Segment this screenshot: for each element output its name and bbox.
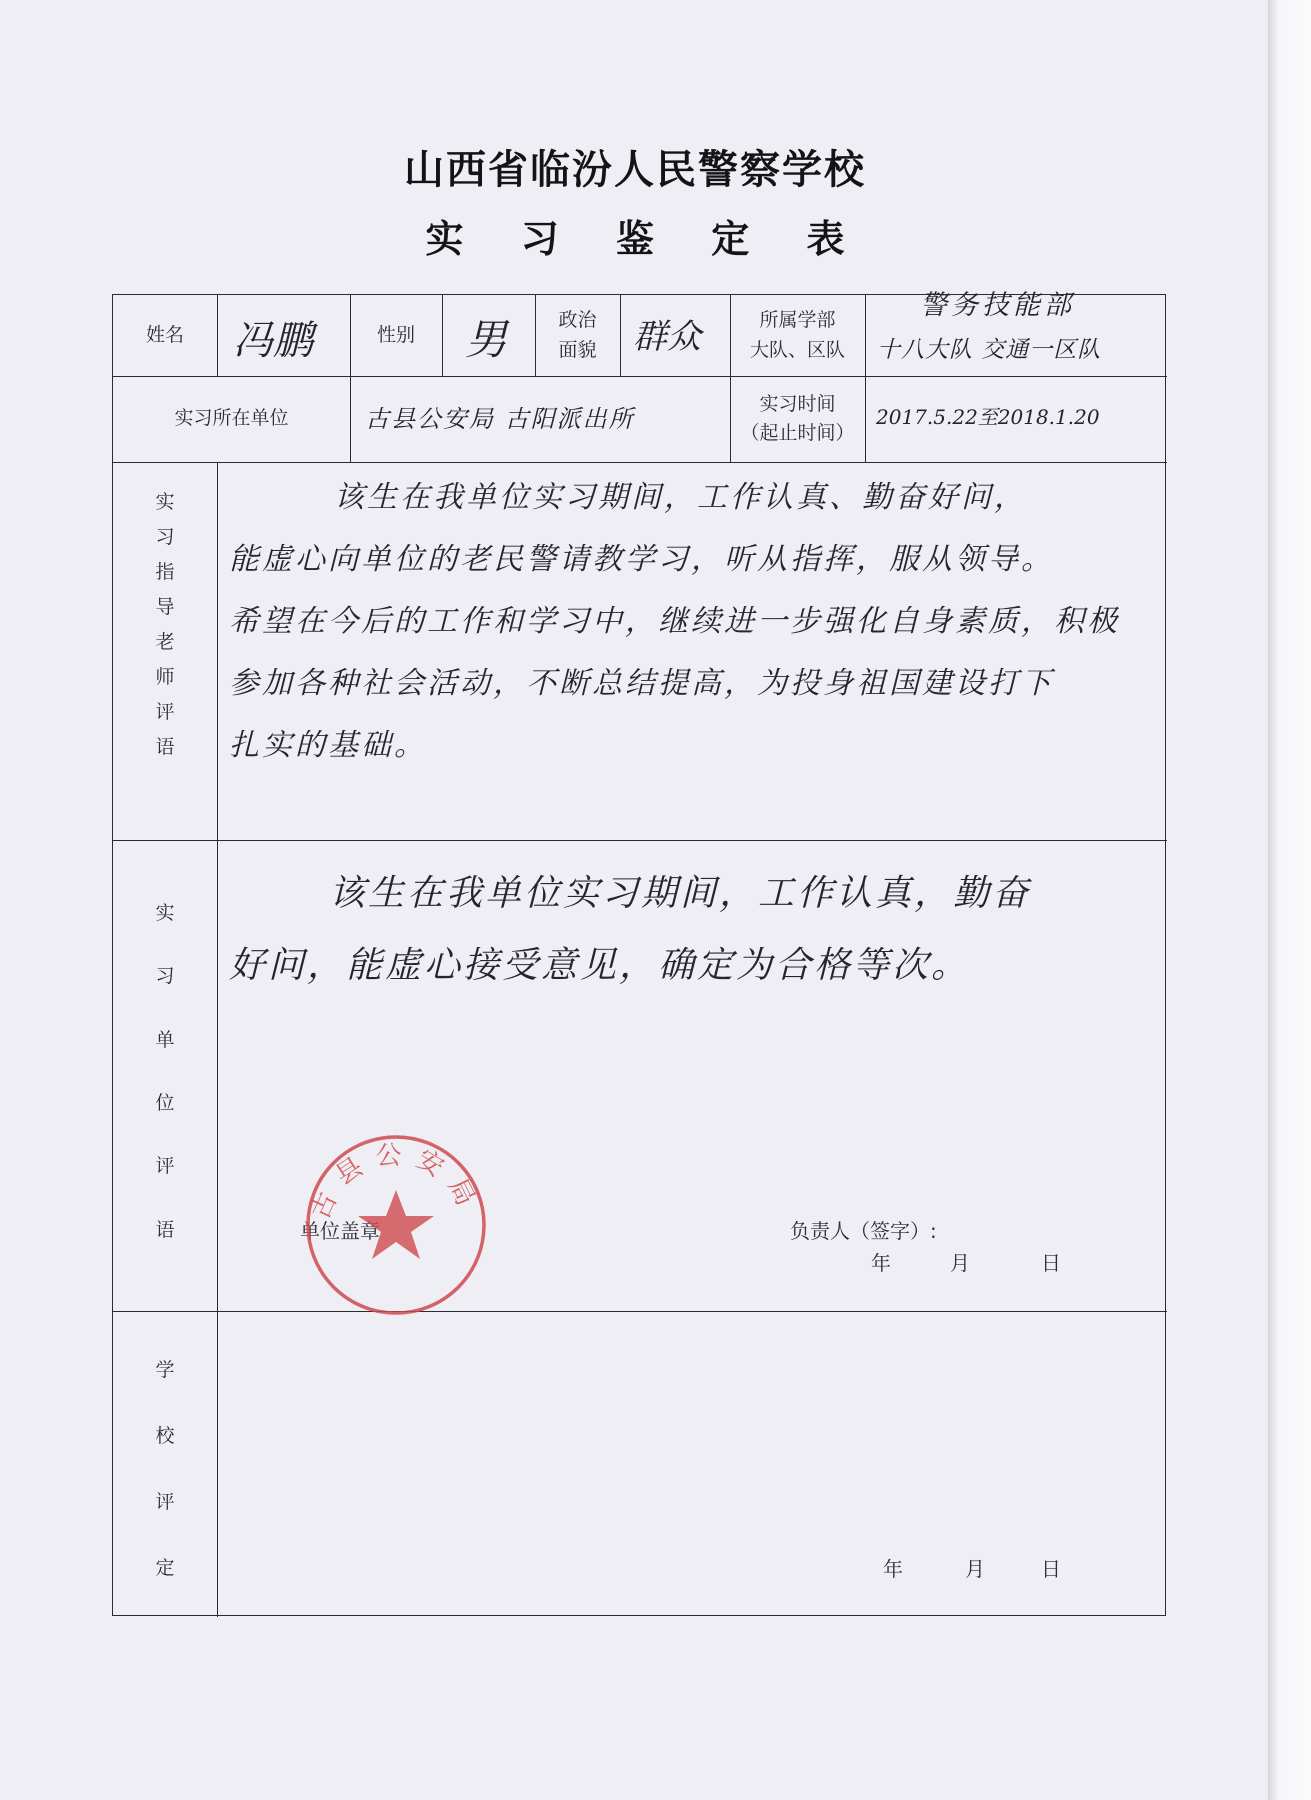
label-char: 位: [155, 1092, 175, 1115]
label-char: 语: [155, 736, 175, 758]
unit-comment-label: [113, 880, 217, 1260]
label-char: 老: [155, 631, 175, 653]
official-seal: [303, 1132, 489, 1318]
label-char: 单: [155, 1028, 175, 1051]
school-date-day: 日: [1041, 1557, 1061, 1581]
col-divider: [620, 295, 621, 376]
internship-unit-label: 实习所在单位: [174, 407, 289, 430]
label-char: 评: [155, 701, 175, 723]
period-label-line2: （起止时间）: [740, 422, 855, 444]
school-date-year: 年: [883, 1557, 903, 1581]
col-divider: [865, 376, 866, 462]
unit-comment-text: [229, 858, 1159, 1002]
school-date-month: 月: [965, 1557, 985, 1581]
label-char: 定: [155, 1557, 175, 1580]
internship-period-value: 2017.5.22至2018.1.20: [876, 405, 1100, 429]
dept-label-line2: 大队、区队: [749, 338, 845, 361]
comment-line: 扎实的基础。: [229, 728, 427, 763]
teacher-comment-text: [229, 467, 1159, 777]
internship-period-label: [730, 376, 865, 462]
col-divider: [217, 295, 218, 376]
political-label-line2: 面貌: [558, 338, 597, 361]
comment-line: 该生在我单位实习期间，工作认真、勤奋好问，: [334, 480, 1027, 515]
col-divider: [442, 295, 443, 376]
page-edge-shadow: [1268, 0, 1311, 1800]
dept-label-line1: 所属学部: [759, 309, 836, 332]
row-divider: [113, 840, 1167, 841]
name-value: 冯鹏: [233, 318, 313, 364]
label-char: 习: [155, 965, 175, 988]
comment-line: 好问，能虚心接受意见，确定为合格等次。: [229, 945, 971, 986]
department-value-line1: 警务技能部: [920, 290, 1075, 321]
school-review-label: [113, 1335, 217, 1600]
label-char: 校: [155, 1424, 175, 1447]
political-status-label: [535, 295, 620, 376]
internship-unit-value: 古县公安局 古阳派出所: [365, 405, 635, 433]
comment-line: 该生在我单位实习期间，工作认真，勤奋: [329, 873, 1032, 914]
political-status-value: 群众: [633, 317, 701, 357]
document-title: 山西省临汾人民警察学校: [404, 147, 866, 193]
appraisal-form-table: [112, 290, 1166, 1616]
label-char: 语: [155, 1218, 175, 1241]
label-char: 评: [155, 1155, 175, 1178]
teacher-comment-label: [113, 483, 217, 763]
gender-value: 男: [465, 315, 508, 364]
label-char: 师: [155, 666, 175, 688]
political-label-line1: 政治: [558, 309, 597, 332]
period-label-line1: 实习时间: [759, 392, 836, 415]
seal-ring-text: 古县公安局: [305, 1140, 486, 1224]
comment-line: 希望在今后的工作和学习中，继续进一步强化自身素质，积极: [229, 604, 1120, 639]
comment-line: 参加各种社会活动，不断总结提高，为投身祖国建设打下: [229, 666, 1054, 701]
label-char: 指: [155, 561, 175, 583]
label-char: 实: [155, 491, 175, 513]
signer-label: 负责人（签字）:: [790, 1219, 937, 1243]
label-char: 评: [155, 1491, 175, 1514]
seal-star-icon: [358, 1190, 434, 1259]
label-char: 学: [155, 1358, 175, 1381]
label-char: 习: [155, 526, 175, 548]
name-label: 姓名: [145, 323, 184, 346]
unit-date-year: 年: [871, 1251, 891, 1275]
col-divider: [865, 295, 866, 376]
department-label: [730, 295, 865, 376]
label-char: 导: [155, 596, 175, 618]
col-divider: [350, 376, 351, 462]
unit-stamp-label: 单位盖章: [300, 1219, 380, 1243]
department-value-line2: 十八大队 交通一区队: [877, 337, 1102, 363]
label-char: 实: [155, 902, 175, 925]
unit-date-month: 月: [950, 1251, 970, 1275]
gender-label: 性别: [376, 323, 415, 346]
document-subtitle: 实 习 鉴 定 表: [425, 217, 867, 261]
unit-date-day: 日: [1041, 1251, 1061, 1275]
col-divider: [217, 462, 218, 1617]
row-divider: [113, 462, 1167, 463]
comment-line: 能虚心向单位的老民警请教学习，听从指挥，服从领导。: [229, 542, 1054, 577]
row-divider: [113, 1311, 1167, 1312]
